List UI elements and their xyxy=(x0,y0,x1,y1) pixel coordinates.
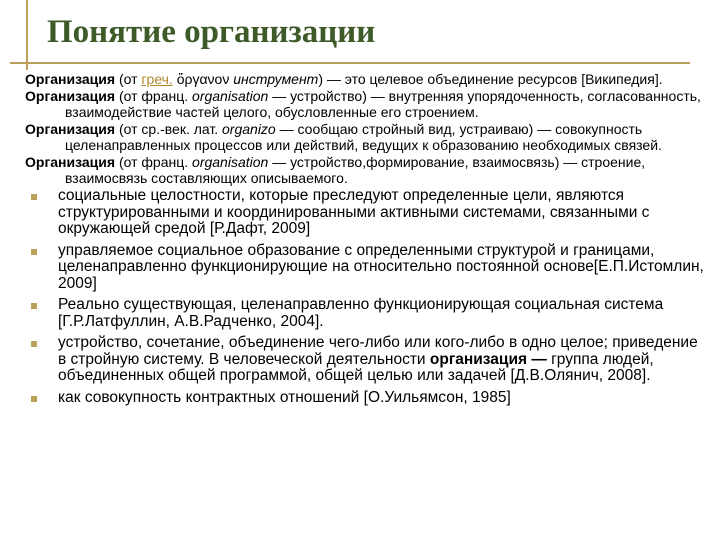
list-item-text: как совокупность контрактных отношений [О.Уильямсон, 1985] xyxy=(58,388,511,406)
definition-source-word: organisation xyxy=(192,154,269,170)
bullet-list xyxy=(25,188,705,406)
definition-french-1 xyxy=(25,88,705,120)
definition-greek-word: ὄργανον xyxy=(172,71,234,87)
title-vertical-rule xyxy=(26,0,28,70)
list-item-text: Реально существующая, целенаправленно функционирующая социальная система [Г.Р.Латфуллин, А.В.Радченко, 2004]. xyxy=(58,296,664,330)
definition-text: — сообщаю стройный вид, устраиваю) — совокупность целенаправленных процессов или действий, ведущих к образованию необходимых связей. xyxy=(65,121,662,153)
list-item-text: социальные целостности, которые преследуют определенные цели, являются структурированными и координированными активными системами, связанными с окружающей средой [Р.Дафт, 2009] xyxy=(58,187,650,237)
definition-text: — устройство,формирование, взаимосвязь) — строение, взаимосвязь составляющих описываемого. xyxy=(65,154,646,186)
definition-source-word: organizo xyxy=(222,121,276,137)
list-item xyxy=(25,188,705,238)
square-bullet-icon xyxy=(31,341,37,347)
slide-content xyxy=(25,71,705,411)
list-item-text-rest: группа людей, объединенных общей программой, общей целью или задачей [Д.В.Олянич, 2008]. xyxy=(58,350,654,384)
definition-french-2 xyxy=(25,154,705,186)
definition-origin: (от франц. xyxy=(115,154,193,170)
definition-origin: (от ср.-век. лат. xyxy=(115,121,223,137)
definition-origin: (от xyxy=(115,71,142,87)
definition-term: Организация xyxy=(25,121,116,137)
list-item xyxy=(25,335,705,385)
definition-latin xyxy=(25,121,705,153)
square-bullet-icon xyxy=(31,303,37,309)
title-horizontal-rule xyxy=(10,62,690,64)
list-item-text: устройство, сочетание, объединение чего-либо или кого-либо в одно целое; приведение в стройную систему. В человеческой деятельности xyxy=(58,334,698,368)
greek-link[interactable]: греч. xyxy=(141,71,173,87)
definition-term: Организация xyxy=(25,154,116,170)
definition-source-word: organisation xyxy=(192,88,269,104)
definition-term: Организация xyxy=(25,88,116,104)
definition-greek xyxy=(25,71,705,87)
list-item-bold-term: организация — xyxy=(429,350,547,368)
square-bullet-icon xyxy=(31,396,37,402)
list-item xyxy=(25,297,705,330)
definition-text: — устройство) — внутренняя упорядоченность, согласованность, взаимодействие частей целого, обусловленные его строением. xyxy=(65,88,701,120)
square-bullet-icon xyxy=(31,249,37,255)
list-item xyxy=(25,243,705,293)
definition-origin: (от франц. xyxy=(115,88,193,104)
definition-translation: инструмент xyxy=(233,71,319,87)
list-item-text: управляемое социальное образование с определенными структурой и границами, целенаправленно функционирующие на относительно постоянной основе[Е.П.Истомлин, 2009] xyxy=(58,241,704,292)
square-bullet-icon xyxy=(31,194,37,200)
definition-term: Организация xyxy=(25,71,116,87)
slide-title: Понятие организации xyxy=(47,14,376,50)
list-item xyxy=(25,390,705,407)
definition-text: ) — это целевое объединение ресурсов [Википедия]. xyxy=(318,71,663,87)
